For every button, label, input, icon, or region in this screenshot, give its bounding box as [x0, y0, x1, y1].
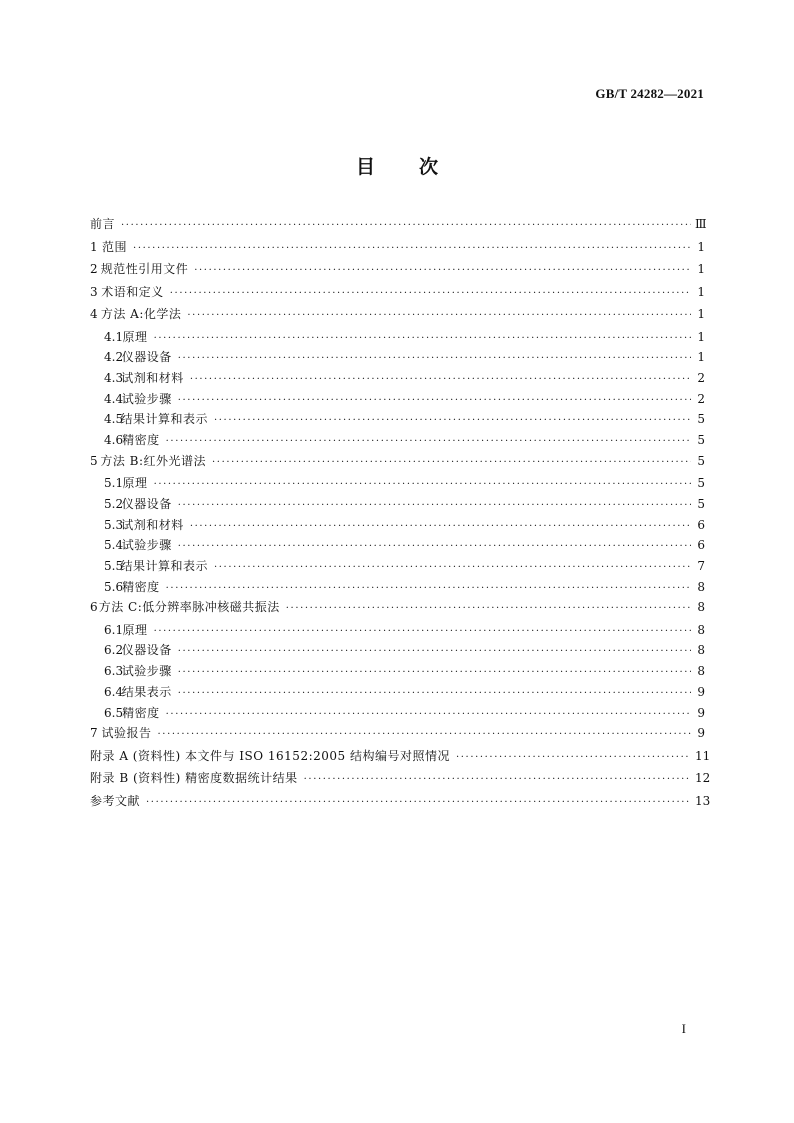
toc-dot-leader: [178, 541, 691, 552]
toc-entry-number: 4.3: [104, 370, 124, 385]
toc-entry-number: 5.1: [104, 476, 124, 491]
toc-dot-leader: [178, 500, 691, 511]
toc-entry[interactable]: [90, 474, 705, 495]
toc-entry-page: 6: [697, 538, 705, 553]
toc-entry[interactable]: [90, 536, 705, 557]
toc-entry-number: 5: [90, 453, 98, 468]
toc-entry-label: 附录 A (资料性) 本文件与 ISO 16152:2005 结构编号对照情况: [90, 748, 450, 763]
toc-entry-number: 6.3: [104, 664, 124, 679]
toc-entry-label: 方法 C:低分辨率脉冲核磁共振法: [98, 600, 280, 615]
toc-entry[interactable]: [90, 238, 705, 261]
toc-dot-leader: [214, 562, 691, 573]
toc-entry-label: 原理: [122, 476, 148, 491]
toc-entry-number: 6.2: [104, 643, 124, 658]
toc-entry-page: 9: [697, 705, 705, 720]
toc-entry-label: 精密度: [122, 705, 160, 720]
toc-entry-label: 前言: [90, 217, 116, 231]
toc-entry-label: 试验步骤: [121, 391, 172, 406]
standard-code: GB/T 24282—2021: [595, 86, 704, 101]
toc-entry-page: 8: [697, 643, 705, 658]
toc-entry-page: 5: [697, 432, 705, 447]
toc-entry[interactable]: [90, 215, 705, 238]
toc-entry-page: 1: [697, 350, 705, 365]
toc-entry-label: 范围: [102, 239, 128, 254]
toc-entry-page: 8: [697, 622, 705, 637]
toc-dot-leader: [146, 797, 691, 808]
toc-dot-leader: [154, 626, 691, 637]
toc-entry-label: 结果表示: [121, 684, 172, 699]
toc-dot-leader: [190, 521, 691, 532]
toc-entry-number: 4.5: [104, 412, 124, 427]
toc-entry[interactable]: [90, 557, 705, 578]
toc-entry[interactable]: [90, 369, 705, 390]
toc-entry-number: 4.6: [104, 432, 124, 447]
toc-dot-leader: [190, 374, 691, 385]
toc-dot-leader: [286, 603, 691, 614]
toc-entry-page: 13: [695, 793, 711, 808]
toc-entry-number: 6.5: [104, 705, 124, 720]
table-of-contents: [90, 215, 711, 814]
toc-entry-number: 5.2: [104, 496, 124, 511]
toc-entry-label: 原理: [122, 622, 148, 637]
toc-entry[interactable]: [90, 704, 705, 725]
toc-entry-number: 4: [90, 307, 98, 321]
toc-entry[interactable]: [90, 641, 705, 662]
toc-entry-label: 结果计算和表示: [120, 412, 208, 427]
toc-entry-number: 4.4: [104, 391, 124, 406]
toc-entry-page: 8: [697, 664, 705, 679]
toc-dot-leader: [154, 333, 691, 344]
toc-entry[interactable]: [90, 328, 705, 349]
toc-entry[interactable]: [90, 662, 705, 683]
toc-entry[interactable]: [90, 410, 705, 431]
toc-entry-label: 附录 B (资料性) 精密度数据统计结果: [90, 771, 298, 786]
toc-dot-leader: [178, 646, 691, 657]
toc-entry-number: 5.5: [104, 558, 124, 573]
toc-entry-label: 精密度: [122, 432, 160, 447]
toc-dot-leader: [187, 310, 691, 321]
toc-entry-number: 5.3: [104, 517, 124, 532]
toc-entry[interactable]: [90, 724, 705, 747]
toc-entry-number: 3: [90, 284, 98, 299]
toc-entry-label: 试验步骤: [121, 538, 172, 553]
toc-entry-page: 6: [697, 517, 705, 532]
toc-entry-page: 5: [697, 476, 705, 491]
toc-entry-page: 1: [697, 329, 705, 344]
toc-dot-leader: [456, 752, 691, 763]
toc-dot-leader: [194, 265, 691, 276]
toc-entry-page: 9: [697, 684, 705, 699]
toc-entry-page: 2: [697, 370, 705, 385]
toc-entry-page: 12: [695, 771, 711, 786]
toc-dot-leader: [170, 288, 691, 299]
toc-entry-page: 5: [697, 453, 705, 468]
toc-entry-number: 7: [90, 726, 98, 741]
toc-entry-label: 结果计算和表示: [120, 558, 208, 573]
toc-entry-number: 4.2: [104, 350, 124, 365]
toc-entry-label: 试剂和材料: [121, 370, 184, 385]
toc-entry-label: 仪器设备: [121, 496, 172, 511]
toc-entry-page: 2: [697, 391, 705, 406]
toc-entry-page: 11: [695, 748, 711, 763]
toc-entry-label: 试验报告: [101, 726, 152, 741]
toc-entry[interactable]: [90, 452, 705, 475]
toc-entry-page: 1: [697, 262, 705, 276]
toc-entry-label: 方法 B:红外光谱法: [100, 453, 207, 468]
toc-entry[interactable]: [90, 348, 705, 369]
toc-entry[interactable]: [90, 390, 705, 411]
toc-entry-label: 规范性引用文件: [100, 262, 189, 276]
toc-entry[interactable]: [90, 621, 705, 642]
toc-dot-leader: [178, 667, 691, 678]
toc-entry[interactable]: [90, 516, 705, 537]
toc-entry-number: 1: [90, 239, 98, 254]
toc-entry[interactable]: [90, 305, 705, 328]
toc-entry-page: 8: [697, 579, 705, 594]
toc-entry-number: 2: [90, 262, 98, 276]
toc-entry-page: 5: [697, 412, 705, 427]
toc-entry[interactable]: [90, 769, 711, 792]
toc-entry-label: 试验步骤: [121, 664, 172, 679]
toc-dot-leader: [121, 220, 691, 231]
toc-dot-leader: [178, 688, 691, 699]
toc-entry-label: 参考文献: [90, 793, 141, 808]
toc-entry-label: 术语和定义: [101, 284, 164, 299]
toc-dot-leader: [166, 436, 691, 447]
toc-dot-leader: [133, 243, 691, 254]
page-number: I: [681, 1021, 686, 1036]
toc-dot-leader: [166, 583, 691, 594]
toc-entry-label: 精密度: [122, 579, 160, 594]
toc-entry-label: 试剂和材料: [121, 517, 184, 532]
toc-dot-leader: [158, 729, 691, 740]
toc-entry[interactable]: [90, 598, 705, 621]
toc-entry-number: 4.1: [104, 329, 124, 344]
toc-entry-page: 1: [697, 284, 705, 299]
toc-entry[interactable]: [90, 747, 711, 770]
page-title: 目次: [355, 156, 482, 178]
toc-entry[interactable]: [90, 431, 705, 452]
toc-entry-page: Ⅲ: [695, 217, 707, 231]
toc-entry[interactable]: [90, 283, 705, 306]
toc-entry-page: 9: [697, 726, 705, 741]
toc-entry-page: 5: [697, 496, 705, 511]
toc-dot-leader: [178, 353, 691, 364]
toc-entry-label: 原理: [122, 329, 148, 344]
toc-dot-leader: [154, 479, 691, 490]
toc-dot-leader: [212, 457, 691, 468]
toc-entry-page: 1: [697, 239, 705, 254]
toc-entry-number: 5.4: [104, 538, 124, 553]
toc-entry[interactable]: [90, 495, 705, 516]
toc-dot-leader: [214, 415, 691, 426]
toc-entry[interactable]: [90, 792, 711, 815]
toc-entry-number: 6: [90, 600, 98, 615]
toc-dot-leader: [166, 709, 691, 720]
toc-dot-leader: [304, 774, 691, 785]
toc-entry-number: 5.6: [104, 579, 124, 594]
toc-entry[interactable]: [90, 683, 705, 704]
toc-entry-label: 仪器设备: [121, 643, 172, 658]
toc-entry-number: 6.1: [104, 622, 124, 637]
toc-entry[interactable]: [90, 578, 705, 599]
toc-dot-leader: [178, 395, 691, 406]
toc-entry-page: 1: [697, 307, 705, 321]
toc-entry-page: 8: [697, 600, 705, 615]
toc-entry-number: 6.4: [104, 684, 124, 699]
toc-entry-label: 方法 A:化学法: [100, 307, 182, 321]
toc-entry-page: 7: [697, 558, 705, 573]
toc-entry[interactable]: [90, 260, 705, 283]
toc-entry-label: 仪器设备: [121, 350, 172, 365]
